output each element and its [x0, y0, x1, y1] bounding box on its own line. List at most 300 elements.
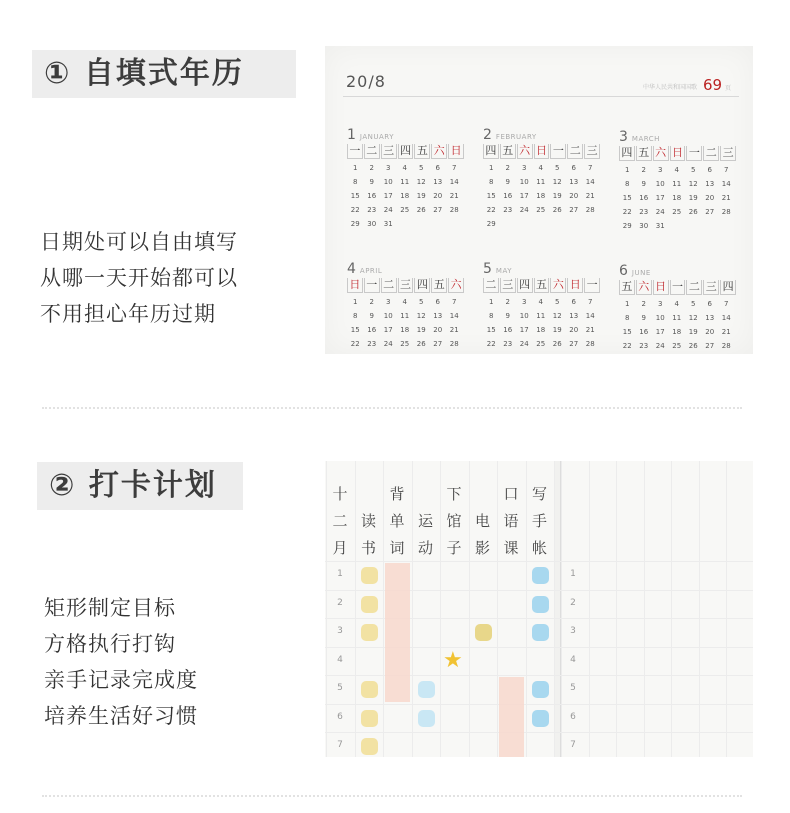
weekday-cell: 五	[414, 144, 430, 159]
habit-column-header	[327, 481, 353, 562]
day-number: 24	[519, 340, 529, 348]
section-divider	[42, 795, 742, 797]
weekday-cell: 五	[534, 278, 550, 293]
day-number: 15	[486, 192, 496, 200]
day-number: 3	[658, 300, 663, 308]
day-number: 21	[721, 328, 731, 336]
weekday-cell: 二	[364, 144, 380, 159]
weekday-cell: 三	[703, 280, 719, 295]
row-number: 7	[570, 740, 576, 750]
day-number: 10	[655, 314, 665, 322]
weekday-cell: 三	[584, 144, 600, 159]
month-name: APRIL	[359, 267, 383, 275]
weekday-cell: 六	[517, 144, 533, 159]
day-number: 12	[552, 312, 562, 320]
habit-column-header	[356, 481, 382, 562]
habit-header-char: 课	[503, 539, 519, 557]
day-number: 16	[367, 326, 377, 334]
day-number: 2	[641, 166, 646, 174]
day-number: 21	[449, 326, 459, 334]
day-number: 11	[536, 312, 546, 320]
day-number: 9	[641, 180, 646, 188]
habit-stamp	[532, 596, 549, 613]
weekday-cell: 二	[381, 278, 397, 293]
habit-column-header	[527, 481, 553, 562]
day-number: 2	[369, 164, 374, 172]
month-header	[483, 124, 601, 143]
day-number: 17	[519, 326, 529, 334]
weekday-cell: 二	[686, 280, 702, 295]
day-number: 14	[585, 312, 595, 320]
day-number: 14	[721, 180, 731, 188]
month-number: 3	[619, 129, 628, 145]
day-number: 15	[350, 326, 360, 334]
habit-header-char: 帐	[531, 539, 547, 557]
day-number: 25	[400, 206, 410, 214]
grid-line	[325, 732, 753, 733]
weekday-cell: 二	[483, 278, 499, 293]
weekday-cell: 四	[483, 144, 499, 159]
day-number: 11	[672, 180, 682, 188]
day-number: 3	[386, 164, 391, 172]
day-number: 22	[622, 342, 632, 350]
day-number: 2	[369, 298, 374, 306]
day-number: 11	[672, 314, 682, 322]
day-number: 27	[433, 340, 443, 348]
day-number: 9	[505, 312, 510, 320]
day-number: 20	[569, 326, 579, 334]
day-number: 29	[622, 222, 632, 230]
weekday-row	[483, 144, 601, 161]
day-number: 20	[433, 326, 443, 334]
day-number: 29	[350, 220, 360, 228]
day-number: 7	[724, 300, 729, 308]
habit-column-header	[413, 481, 439, 562]
habit-stamp	[361, 596, 378, 613]
habit-header-char: 月	[332, 539, 348, 557]
day-number: 8	[625, 180, 630, 188]
day-number: 21	[449, 192, 459, 200]
day-number: 18	[400, 192, 410, 200]
day-number: 1	[489, 298, 494, 306]
day-grid	[347, 297, 465, 350]
day-number: 23	[367, 340, 377, 348]
grid-line	[554, 461, 555, 757]
day-number: 13	[569, 178, 579, 186]
month-number: 1	[347, 127, 356, 143]
day-number: 14	[449, 178, 459, 186]
weekday-cell: 日	[653, 280, 669, 295]
day-number: 26	[416, 206, 426, 214]
day-number: 4	[538, 298, 543, 306]
month-number: 4	[347, 261, 356, 277]
habit-header-char	[356, 481, 382, 508]
day-number: 14	[449, 312, 459, 320]
weekday-cell: 一	[550, 144, 566, 159]
day-number: 22	[486, 206, 496, 214]
day-number: 27	[705, 342, 715, 350]
row-number: 3	[337, 626, 343, 636]
day-number: 15	[622, 194, 632, 202]
day-number: 27	[433, 206, 443, 214]
day-number: 19	[688, 194, 698, 202]
habit-header-char: 词	[389, 539, 405, 557]
month-number: 6	[619, 263, 628, 279]
day-number: 2	[505, 298, 510, 306]
habit-stamp	[532, 624, 549, 641]
day-number: 2	[505, 164, 510, 172]
section-divider	[42, 407, 742, 409]
day-number: 23	[503, 340, 513, 348]
day-number: 28	[585, 340, 595, 348]
day-number: 26	[552, 340, 562, 348]
weekday-cell: 六	[636, 280, 652, 295]
day-number: 10	[655, 180, 665, 188]
grid-line	[726, 461, 727, 757]
habit-header-char: 语	[503, 512, 519, 530]
day-number: 17	[655, 194, 665, 202]
day-number: 1	[353, 298, 358, 306]
section2-title: ② 打卡计划	[37, 462, 243, 510]
day-number: 25	[536, 206, 546, 214]
weekday-row	[619, 280, 737, 297]
day-number: 24	[655, 208, 665, 216]
month-header	[483, 258, 601, 277]
day-number: 5	[555, 164, 560, 172]
habit-column-header	[498, 481, 524, 562]
habit-header-char: 书	[360, 539, 376, 557]
day-number: 6	[571, 164, 576, 172]
day-number: 11	[400, 178, 410, 186]
day-number: 15	[486, 326, 496, 334]
day-number: 7	[588, 164, 593, 172]
day-number: 20	[433, 192, 443, 200]
grid-line	[671, 461, 672, 757]
day-number: 12	[688, 314, 698, 322]
section1-description	[40, 224, 238, 332]
month-number: 2	[483, 127, 492, 143]
day-number: 24	[383, 340, 393, 348]
weekday-cell: 一	[686, 146, 702, 161]
section2-description	[44, 590, 198, 734]
weekday-row	[347, 278, 465, 295]
row-number: 1	[337, 569, 343, 579]
day-number: 22	[486, 340, 496, 348]
row-number: 2	[570, 597, 576, 608]
day-number: 4	[538, 164, 543, 172]
day-number: 22	[622, 208, 632, 216]
day-number: 26	[552, 206, 562, 214]
weekday-row	[619, 146, 737, 163]
day-number: 24	[519, 206, 529, 214]
row-number: 5	[337, 683, 343, 693]
day-number: 17	[519, 192, 529, 200]
month-header	[619, 260, 737, 279]
day-number: 5	[691, 166, 696, 174]
day-number: 23	[639, 342, 649, 350]
weekday-row	[483, 278, 601, 295]
day-number: 4	[402, 298, 407, 306]
row-number: 4	[570, 654, 576, 665]
day-number: 17	[383, 326, 393, 334]
weekday-row	[347, 144, 465, 161]
day-number: 10	[519, 312, 529, 320]
month-header	[347, 258, 465, 277]
habit-column-header	[470, 481, 496, 562]
day-number: 14	[721, 314, 731, 322]
weekday-cell: 日	[448, 144, 464, 159]
habit-stamp	[361, 681, 378, 698]
habit-stamp	[532, 681, 549, 698]
section2-desc-line: 方格执行打钩	[44, 632, 176, 656]
section2-desc-line: 培养生活好习惯	[44, 704, 198, 728]
day-number: 9	[641, 314, 646, 322]
day-number: 19	[416, 192, 426, 200]
day-number: 28	[449, 340, 459, 348]
day-number: 8	[625, 314, 630, 322]
grid-line	[616, 461, 617, 757]
day-number: 7	[452, 164, 457, 172]
day-number: 17	[383, 192, 393, 200]
weekday-cell: 三	[500, 278, 516, 293]
day-number: 24	[383, 206, 393, 214]
day-number: 10	[383, 178, 393, 186]
weekday-cell: 一	[364, 278, 380, 293]
weekday-cell: 五	[619, 280, 635, 295]
section2-desc-line: 亲手记录完成度	[44, 668, 198, 692]
calendar-small-text: 中华人民共和国国歌	[643, 84, 698, 91]
day-number: 6	[571, 298, 576, 306]
section2-desc-line: 矩形制定目标	[44, 596, 176, 620]
calendar-year: 20/8	[346, 72, 386, 91]
habit-header-char: 运	[417, 512, 433, 530]
habit-header-char: 背	[389, 485, 405, 503]
day-number: 20	[705, 194, 715, 202]
day-number: 18	[536, 192, 546, 200]
day-number: 27	[705, 208, 715, 216]
day-number: 14	[585, 178, 595, 186]
row-number: 4	[337, 654, 343, 665]
grid-line	[325, 704, 753, 705]
day-number: 6	[435, 298, 440, 306]
habit-tracker-photo	[325, 461, 753, 757]
day-number: 1	[625, 300, 630, 308]
day-number: 28	[449, 206, 459, 214]
row-number: 3	[570, 626, 576, 636]
day-number: 16	[367, 192, 377, 200]
section1-desc-line: 不用担心年历过期	[40, 302, 216, 326]
day-number: 17	[655, 328, 665, 336]
calendar-month	[347, 124, 465, 230]
day-number: 18	[672, 194, 682, 202]
day-number: 28	[721, 208, 731, 216]
day-grid	[483, 297, 601, 350]
month-name: FEBRUARY	[495, 133, 537, 141]
day-number: 19	[688, 328, 698, 336]
day-number: 20	[569, 192, 579, 200]
day-number: 7	[452, 298, 457, 306]
day-number: 5	[419, 298, 424, 306]
day-number: 18	[672, 328, 682, 336]
day-number: 6	[435, 164, 440, 172]
day-number: 25	[400, 340, 410, 348]
day-number: 21	[585, 326, 595, 334]
weekday-cell: 四	[619, 146, 635, 161]
habit-header-char: 十	[332, 485, 348, 503]
day-number: 8	[489, 312, 494, 320]
weekday-cell: 日	[670, 146, 686, 161]
day-grid	[347, 163, 465, 230]
calendar-page-suffix: 页	[725, 85, 732, 92]
weekday-cell: 六	[448, 278, 464, 293]
habit-header-char	[470, 481, 496, 508]
day-number: 30	[639, 222, 649, 230]
day-number: 21	[585, 192, 595, 200]
day-number: 26	[416, 340, 426, 348]
weekday-cell: 一	[670, 280, 686, 295]
calendar-month	[483, 258, 601, 350]
habit-column-header	[384, 481, 410, 562]
day-number: 6	[707, 300, 712, 308]
habit-header-char: 手	[531, 512, 547, 530]
day-number: 8	[353, 178, 358, 186]
day-number: 13	[705, 314, 715, 322]
weekday-cell: 三	[398, 278, 414, 293]
habit-stamp	[532, 567, 549, 584]
day-number: 2	[641, 300, 646, 308]
day-number: 9	[369, 312, 374, 320]
weekday-cell: 六	[431, 144, 447, 159]
weekday-cell: 日	[534, 144, 550, 159]
habit-header-char: 影	[474, 539, 490, 557]
section1-desc-line: 日期处可以自由填写	[40, 230, 238, 254]
day-grid	[619, 165, 737, 232]
day-number: 3	[522, 164, 527, 172]
calendar-month	[347, 258, 465, 350]
habit-header-char: 单	[389, 512, 405, 530]
day-number: 13	[569, 312, 579, 320]
day-number: 16	[639, 328, 649, 336]
day-number: 8	[489, 178, 494, 186]
day-number: 19	[552, 326, 562, 334]
weekday-cell: 二	[567, 144, 583, 159]
day-number: 16	[503, 326, 513, 334]
calendar-month	[483, 124, 601, 230]
row-number: 7	[337, 740, 343, 750]
calendar-photo	[325, 46, 753, 354]
habit-header-char: 读	[360, 512, 376, 530]
day-number: 3	[386, 298, 391, 306]
habit-header-char: 二	[332, 512, 348, 530]
day-number: 19	[552, 192, 562, 200]
day-number: 8	[353, 312, 358, 320]
weekday-cell: 三	[381, 144, 397, 159]
day-number: 16	[503, 192, 513, 200]
habit-header-char: 下	[446, 485, 462, 503]
month-name: JUNE	[631, 269, 651, 277]
habit-header-char: 写	[531, 485, 547, 503]
highlight-bar	[499, 677, 524, 757]
month-header	[619, 126, 737, 145]
row-number: 6	[337, 711, 343, 722]
day-number: 6	[707, 166, 712, 174]
day-number: 19	[416, 326, 426, 334]
notebook-spine	[554, 461, 561, 757]
star-sticker-icon: ★	[443, 647, 463, 673]
day-number: 21	[721, 194, 731, 202]
day-number: 26	[688, 342, 698, 350]
section1-title: ① 自填式年历	[32, 50, 296, 98]
day-number: 24	[655, 342, 665, 350]
day-number: 3	[658, 166, 663, 174]
weekday-cell: 日	[567, 278, 583, 293]
row-number: 1	[570, 569, 576, 579]
weekday-cell: 四	[517, 278, 533, 293]
day-number: 27	[569, 206, 579, 214]
day-number: 28	[721, 342, 731, 350]
day-number: 15	[622, 328, 632, 336]
habit-header-char: 口	[503, 485, 519, 503]
month-header	[347, 124, 465, 143]
day-number: 5	[691, 300, 696, 308]
day-grid	[619, 299, 737, 352]
day-number: 7	[588, 298, 593, 306]
grid-line	[589, 461, 590, 757]
month-name: MARCH	[631, 135, 660, 143]
calendar-month	[619, 260, 737, 352]
weekday-cell: 四	[414, 278, 430, 293]
day-number: 31	[383, 220, 393, 228]
day-number: 3	[522, 298, 527, 306]
calendar-page-number: 69	[703, 76, 723, 94]
day-number: 12	[416, 312, 426, 320]
habit-stamp	[361, 710, 378, 727]
day-number: 13	[705, 180, 715, 188]
day-number: 16	[639, 194, 649, 202]
day-number: 30	[367, 220, 377, 228]
day-number: 1	[489, 164, 494, 172]
weekday-cell: 五	[500, 144, 516, 159]
day-number: 22	[350, 340, 360, 348]
day-number: 9	[369, 178, 374, 186]
habit-header-char: 动	[417, 539, 433, 557]
weekday-cell: 三	[720, 146, 736, 161]
day-number: 25	[672, 342, 682, 350]
highlight-bar	[385, 563, 410, 702]
day-number: 29	[486, 220, 496, 228]
day-number: 23	[503, 206, 513, 214]
day-number: 10	[383, 312, 393, 320]
weekday-cell: 日	[347, 278, 363, 293]
day-number: 1	[625, 166, 630, 174]
weekday-cell: 四	[398, 144, 414, 159]
day-number: 4	[402, 164, 407, 172]
day-number: 18	[536, 326, 546, 334]
section1-desc-line: 从哪一天开始都可以	[40, 266, 238, 290]
day-number: 18	[400, 326, 410, 334]
day-number: 11	[536, 178, 546, 186]
weekday-cell: 五	[636, 146, 652, 161]
day-number: 25	[536, 340, 546, 348]
day-number: 27	[569, 340, 579, 348]
day-number: 12	[688, 180, 698, 188]
weekday-cell: 六	[653, 146, 669, 161]
weekday-cell: 一	[584, 278, 600, 293]
habit-stamp	[475, 624, 492, 641]
day-number: 31	[655, 222, 665, 230]
grid-line	[644, 461, 645, 757]
habit-stamp	[361, 624, 378, 641]
